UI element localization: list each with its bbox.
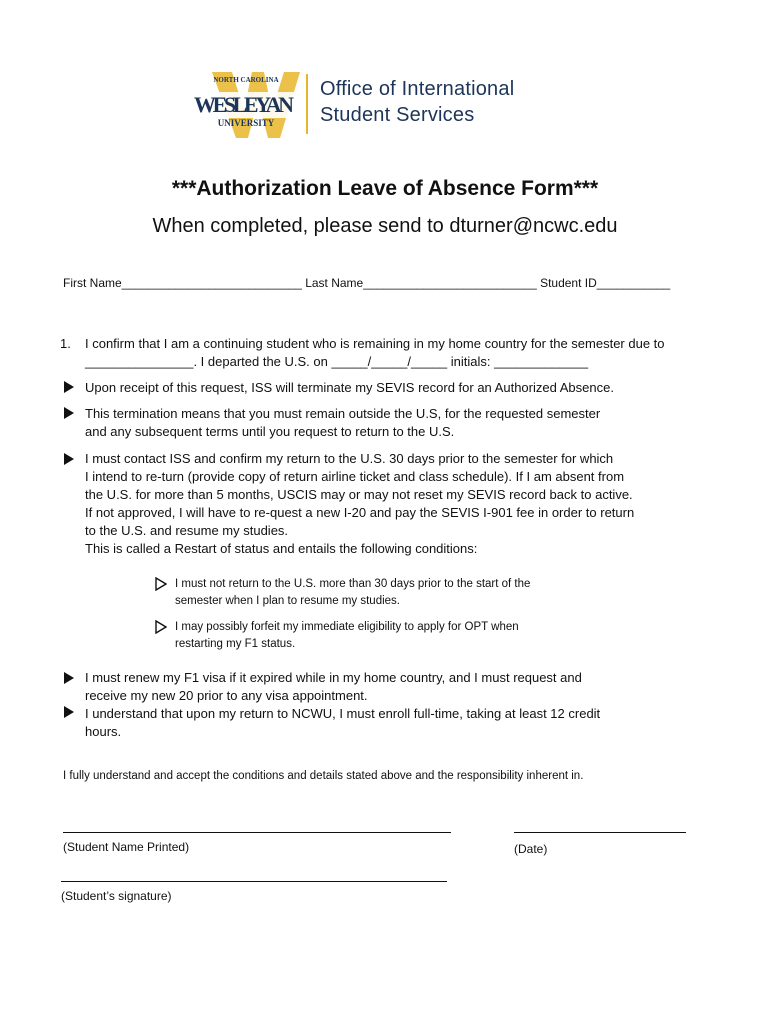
student-name-line[interactable] xyxy=(63,832,451,833)
bullet-3-line5: to the U.S. and resume my studies. xyxy=(85,523,289,538)
bullet-arrow-icon xyxy=(64,453,74,465)
hollow-arrow-icon xyxy=(155,620,167,634)
date-label: (Date) xyxy=(514,842,548,856)
bullet-4-line2: receive my new 20 prior to any visa appointment. xyxy=(85,688,368,703)
office-title-line1: Office of International xyxy=(320,78,515,100)
bullet-3-line2: I intend to re-turn (provide copy of return airline ticket and class schedule). If I am absent from xyxy=(85,469,625,484)
sub-bullet-2-line2: restarting my F1 status. xyxy=(175,638,296,650)
form-subtitle: When completed, please send to dturner@ncwc.edu xyxy=(152,215,618,237)
bullet-3-line6: This is called a Restart of status and entails the following conditions: xyxy=(85,541,478,556)
bullet-2-line1: This termination means that you must remain outside the U.S, for the requested semester xyxy=(85,406,601,421)
sub-bullet-1-line1: I must not return to the U.S. more than 30 days prior to the start of the xyxy=(175,578,531,590)
acknowledgement-text: I fully understand and accept the conditions and details stated above and the responsibility inherent in. xyxy=(63,770,584,782)
bullet-arrow-icon xyxy=(64,407,74,419)
bullet-arrow-icon xyxy=(64,672,74,684)
bullet-5-line2: hours. xyxy=(85,724,122,739)
name-id-fields: First Name___________________________ Last Name__________________________ Student ID___________ xyxy=(63,276,671,290)
bullet-3-line1: I must contact ISS and confirm my return to the U.S. 30 days prior to the semester for which xyxy=(85,451,614,466)
bullet-arrow-icon xyxy=(64,706,74,718)
bullet-5-line1: I understand that upon my return to NCWU, I must enroll full-time, taking at least 12 credit xyxy=(85,706,601,721)
item1-line1: I confirm that I am a continuing student who is remaining in my home country for the semester due to xyxy=(85,336,665,351)
item1-line2: _______________. I departed the U.S. on _____/_____/_____ initials: _____________ xyxy=(85,354,589,369)
date-line[interactable] xyxy=(514,832,686,833)
bullet-3-line4: If not approved, I will have to re-quest a new I-20 and pay the SEVIS I-901 fee in order to return xyxy=(85,505,635,520)
form-title: ***Authorization Leave of Absence Form*** xyxy=(171,177,599,200)
bullet-1: Upon receipt of this request, ISS will terminate my SEVIS record for an Authorized Absence. xyxy=(85,380,614,395)
hollow-arrow-icon xyxy=(155,577,167,591)
svg-text:NORTH CAROLINA: NORTH CAROLINA xyxy=(213,76,279,84)
item-number: 1. xyxy=(60,336,71,351)
signature-line[interactable] xyxy=(61,881,447,882)
svg-text:WESLEYAN: WESLEYAN xyxy=(194,92,294,117)
bullet-arrow-icon xyxy=(64,381,74,393)
student-name-label: (Student Name Printed) xyxy=(63,840,190,854)
bullet-2-line2: and any subsequent terms until you request to return to the U.S. xyxy=(85,424,455,439)
sub-bullet-2-line1: I may possibly forfeit my immediate eligibility to apply for OPT when xyxy=(175,621,519,633)
bullet-3-line3: the U.S. for more than 5 months, USCIS may or may not reset my SEVIS record back to active. xyxy=(85,487,633,502)
sub-bullet-1-line2: semester when I plan to resume my studies. xyxy=(175,595,400,607)
svg-text:UNIVERSITY: UNIVERSITY xyxy=(217,118,275,128)
signature-label: (Student’s signature) xyxy=(61,889,172,903)
header-divider xyxy=(306,74,308,134)
office-title-line2: Student Services xyxy=(320,104,475,126)
bullet-4-line1: I must renew my F1 visa if it expired while in my home country, and I must request and xyxy=(85,670,582,685)
wesleyan-logo xyxy=(192,70,304,140)
